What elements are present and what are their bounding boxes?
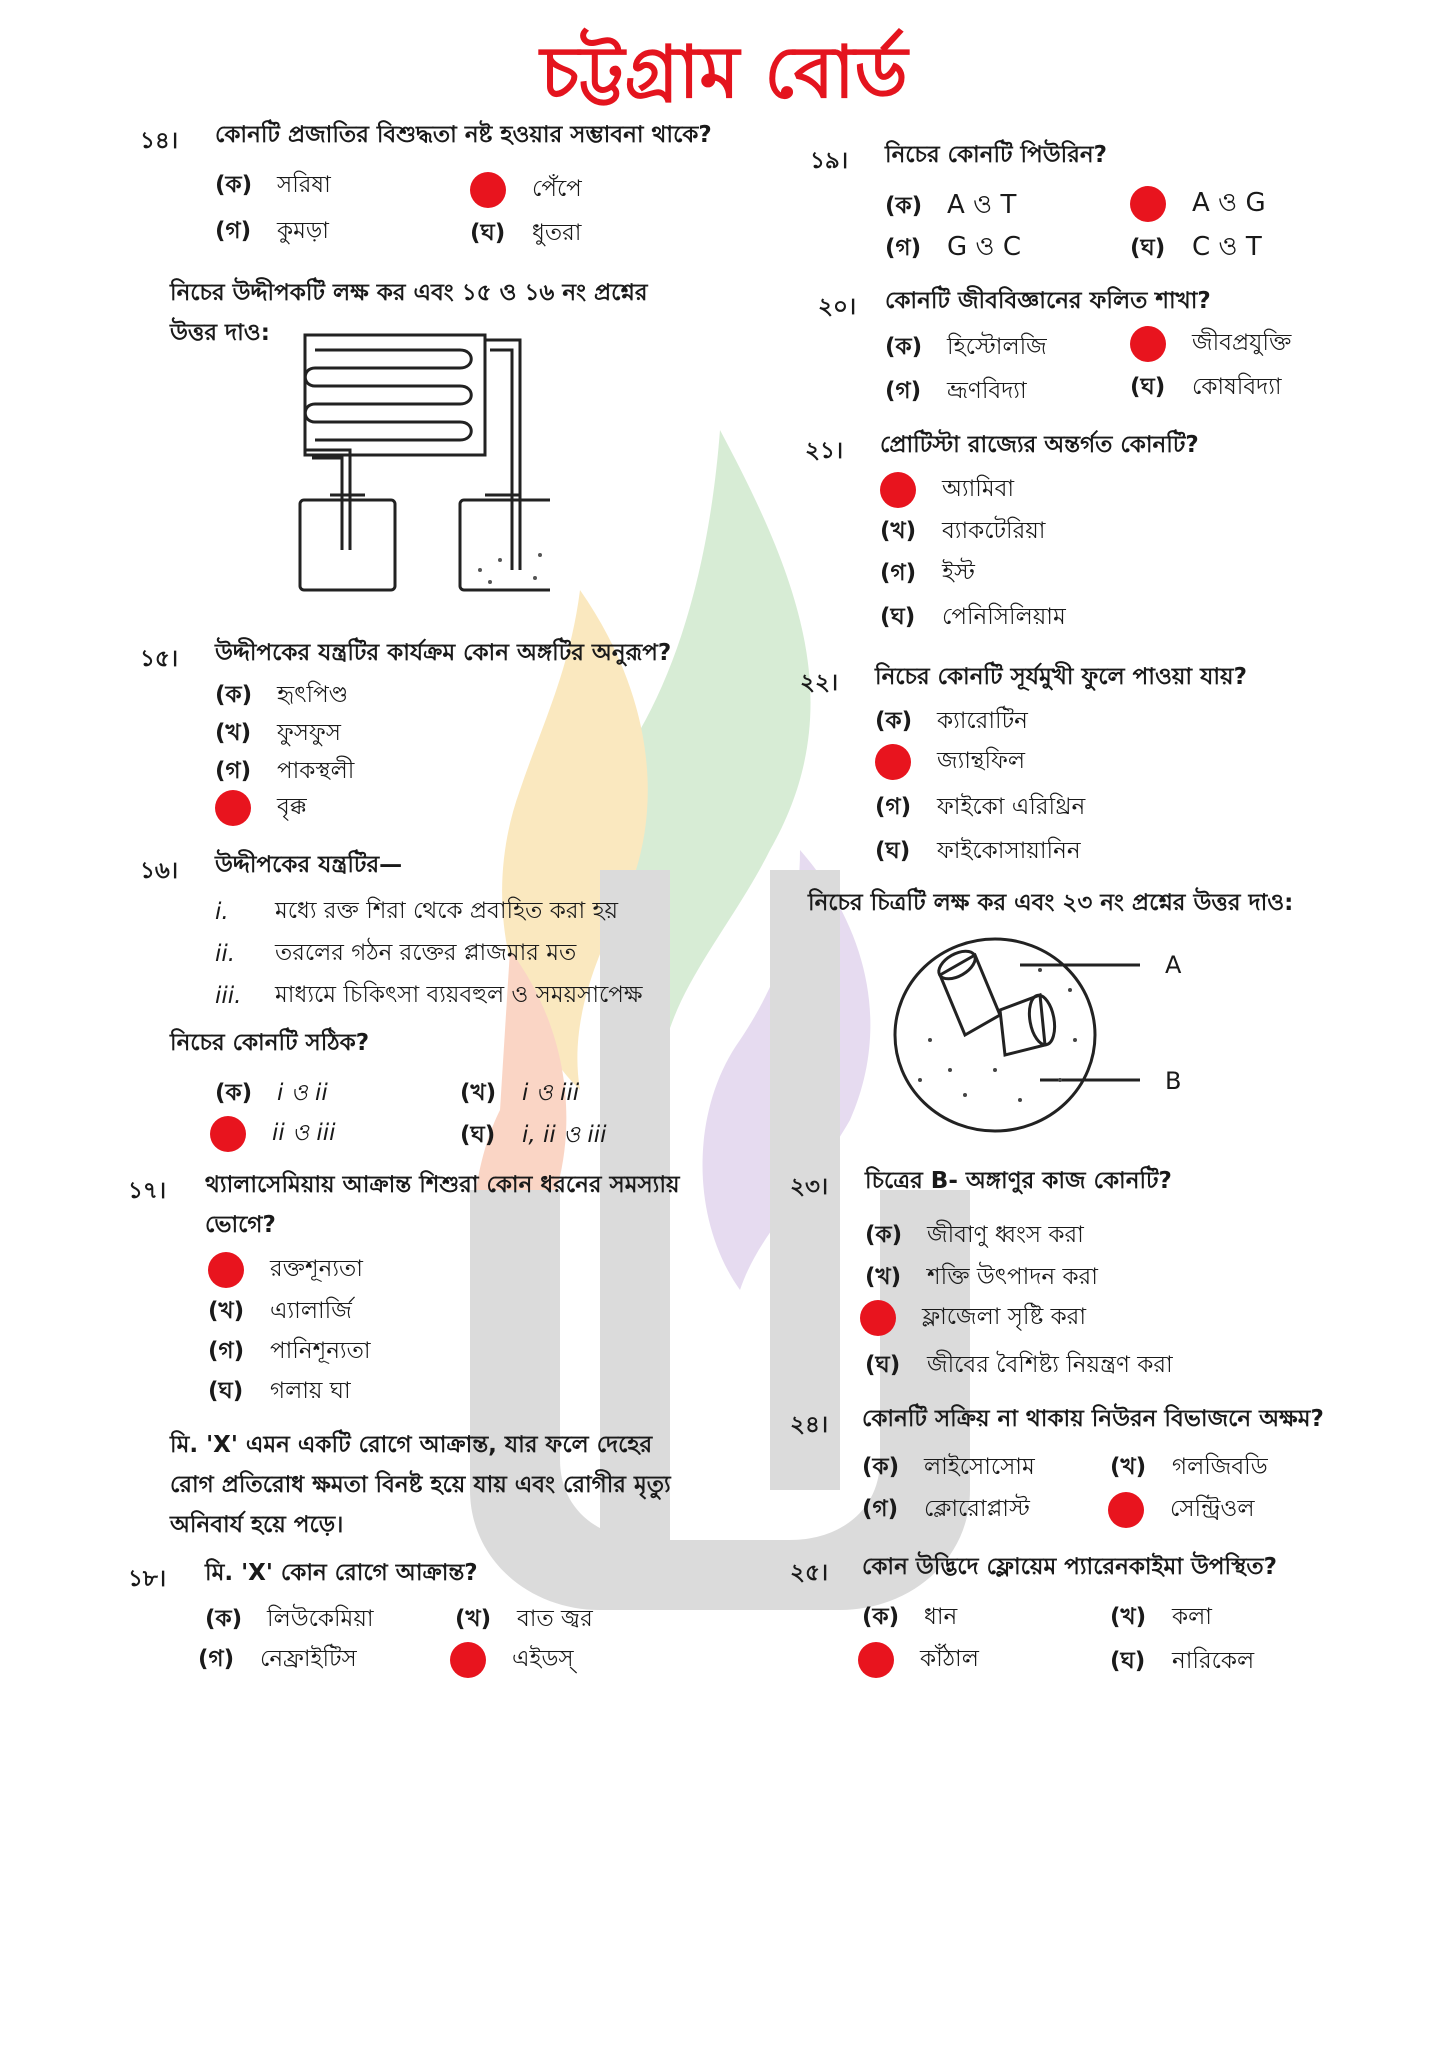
correct-answer-dot — [470, 172, 506, 208]
q24-option-c[interactable]: (গ) ক্লোরোপ্লাস্ট — [862, 1496, 1030, 1522]
q22-option-a[interactable]: (ক) ক্যারোটিন — [875, 708, 1028, 734]
q23-number: ২৩। — [790, 1174, 829, 1200]
q17-option-c[interactable]: (গ) পানিশূন্যতা — [208, 1338, 371, 1364]
q14-number: ১৪। — [140, 128, 179, 154]
q21-number: ২১। — [805, 438, 844, 464]
q17-option-d[interactable]: (ঘ) গলায় ঘা — [208, 1378, 351, 1404]
q19-number: ১৯। — [810, 148, 849, 174]
q23-option-c[interactable]: ফ্লাজেলা সৃষ্টি করা — [860, 1298, 1086, 1337]
diagram-label-a: A — [1165, 951, 1182, 979]
q19-option-a[interactable]: (ক) A ও T — [885, 190, 1017, 220]
q21-option-d[interactable]: (ঘ) পেনিসিলিয়াম — [880, 604, 1066, 630]
q25-option-c[interactable]: কাঁঠাল — [858, 1640, 979, 1679]
q16-option-a[interactable]: (ক) i ও ii — [215, 1080, 328, 1106]
page-title: চট্টগ্রাম বোর্ড — [540, 30, 908, 114]
q14-stem: কোনটি প্রজাতির বিশুদ্ধতা নষ্ট হওয়ার সম্ভাবনা থাকে? — [215, 122, 712, 148]
q24-option-b[interactable]: (খ) গলজিবডি — [1110, 1454, 1268, 1480]
diagram-label-b: B — [1165, 1067, 1182, 1095]
q15-option-a[interactable]: (ক) হৃৎপিণ্ড — [215, 682, 349, 708]
q17-number: ১৭। — [128, 1178, 167, 1204]
q16-option-b[interactable]: (খ) i ও iii — [460, 1080, 580, 1106]
q23-option-b[interactable]: (খ) শক্তি উৎপাদন করা — [865, 1264, 1098, 1290]
q17-option-b[interactable]: (খ) এ্যালার্জি — [208, 1298, 352, 1324]
q25-number: ২৫। — [790, 1560, 829, 1586]
q16-stem: উদ্দীপকের যন্ত্রটির— — [215, 852, 403, 878]
q25-stem: কোন উদ্ভিদে ফ্লোয়েম প্যারেনকাইমা উপস্থিত? — [862, 1554, 1277, 1580]
stimulus-1-line2: উত্তর দাও: — [170, 320, 270, 346]
q15-option-d[interactable]: বৃক্ক — [215, 788, 307, 827]
dialysis-apparatus-diagram — [290, 320, 550, 600]
q21-option-c[interactable]: (গ) ইস্ট — [880, 560, 975, 586]
q22-option-b[interactable]: জ্যান্থফিল — [875, 742, 1025, 781]
stimulus-1-line1: নিচের উদ্দীপকটি লক্ষ কর এবং ১৫ ও ১৬ নং প্রশ্নের — [170, 280, 648, 306]
q14-option-a[interactable]: (ক) সরিষা — [215, 172, 331, 198]
q22-option-c[interactable]: (গ) ফাইকো এরিথ্রিন — [875, 794, 1086, 820]
correct-answer-dot — [860, 1300, 896, 1336]
q20-option-c[interactable]: (গ) ভ্রূণবিদ্যা — [885, 378, 1027, 404]
q18-option-d[interactable]: এইডস্ — [450, 1640, 574, 1679]
correct-answer-dot — [208, 1252, 244, 1288]
correct-answer-dot — [1130, 326, 1166, 362]
q20-option-d[interactable]: (ঘ) কোষবিদ্যা — [1130, 374, 1282, 400]
q15-option-c[interactable]: (গ) পাকস্থলী — [215, 758, 355, 784]
q16-statement-iii: iii. মাধ্যমে চিকিৎসা ব্যয়বহুল ও সময়সাপেক্ষ — [215, 982, 643, 1009]
correct-answer-dot — [215, 790, 251, 826]
q18-option-a[interactable]: (ক) লিউকেমিয়া — [205, 1606, 374, 1632]
q24-option-d[interactable]: সেন্ট্রিওল — [1108, 1490, 1255, 1529]
q18-option-c[interactable]: (গ) নেফ্রাইটিস — [198, 1646, 357, 1672]
stimulus-2-line3: অনিবার্য হয়ে পড়ে। — [170, 1512, 344, 1538]
q19-stem: নিচের কোনটি পিউরিন? — [885, 142, 1107, 168]
q21-stem: প্রোটিস্টা রাজ্যের অন্তর্গত কোনটি? — [880, 432, 1199, 458]
q14-option-c[interactable]: (গ) কুমড়া — [215, 218, 329, 244]
q20-number: ২০। — [818, 294, 857, 320]
stimulus-3-line: নিচের চিত্রটি লক্ষ কর এবং ২৩ নং প্রশ্নের উত্তর দাও: — [808, 890, 1294, 916]
q14-option-d[interactable]: (ঘ) ধুতরা — [470, 220, 582, 246]
q21-option-b[interactable]: (খ) ব্যাকটেরিয়া — [880, 518, 1046, 544]
q24-number: ২৪। — [790, 1412, 829, 1438]
correct-answer-dot — [858, 1642, 894, 1678]
q16-number: ১৬। — [140, 858, 179, 884]
q16-statement-i: i. মধ্যে রক্ত শিরা থেকে প্রবাহিত করা হয় — [215, 898, 619, 925]
q17-option-a[interactable]: রক্তশূন্যতা — [208, 1250, 363, 1289]
q24-stem: কোনটি সক্রিয় না থাকায় নিউরন বিভাজনে অক্ষম? — [862, 1406, 1324, 1432]
q22-option-d[interactable]: (ঘ) ফাইকোসায়ানিন — [875, 838, 1081, 864]
q23-stem: চিত্রের B- অঙ্গাণুর কাজ কোনটি? — [865, 1168, 1172, 1194]
q14-option-b[interactable]: পেঁপে — [470, 170, 582, 209]
q23-option-d[interactable]: (ঘ) জীবের বৈশিষ্ট্য নিয়ন্ত্রণ করা — [865, 1352, 1173, 1378]
correct-answer-dot — [880, 472, 916, 508]
correct-answer-dot — [1108, 1492, 1144, 1528]
q17-stem-line1: থ্যালাসেমিয়ায় আক্রান্ত শিশুরা কোন ধরনের সমস্যায় — [205, 1172, 680, 1198]
q15-number: ১৫। — [140, 646, 179, 672]
q15-stem: উদ্দীপকের যন্ত্রটির কার্যক্রম কোন অঙ্গটির অনুরূপ? — [215, 640, 672, 666]
q25-option-b[interactable]: (খ) কলা — [1110, 1604, 1212, 1630]
q16-which-correct: নিচের কোনটি সঠিক? — [170, 1030, 370, 1056]
q20-stem: কোনটি জীববিজ্ঞানের ফলিত শাখা? — [885, 288, 1211, 314]
q18-number: ১৮। — [128, 1566, 167, 1592]
correct-answer-dot — [210, 1116, 246, 1152]
q21-option-a[interactable]: অ্যামিবা — [880, 470, 1014, 509]
correct-answer-dot — [1130, 186, 1166, 222]
q19-option-c[interactable]: (গ) G ও C — [885, 232, 1021, 262]
q23-option-a[interactable]: (ক) জীবাণু ধ্বংস করা — [865, 1222, 1084, 1248]
stimulus-2-line1: মি. 'X' এমন একটি রোগে আক্রান্ত, যার ফলে দেহের — [170, 1432, 653, 1458]
correct-answer-dot — [450, 1642, 486, 1678]
q24-option-a[interactable]: (ক) লাইসোসোম — [862, 1454, 1035, 1480]
q25-option-a[interactable]: (ক) ধান — [862, 1604, 958, 1630]
cell-organelle-diagram — [890, 930, 1190, 1140]
q18-option-b[interactable]: (খ) বাত জ্বর — [455, 1606, 593, 1632]
correct-answer-dot — [875, 744, 911, 780]
q25-option-d[interactable]: (ঘ) নারিকেল — [1110, 1648, 1255, 1674]
q22-stem: নিচের কোনটি সূর্যমুখী ফুলে পাওয়া যায়? — [875, 664, 1247, 690]
q20-option-a[interactable]: (ক) হিস্টোলজি — [885, 334, 1047, 360]
q19-option-d[interactable]: (ঘ) C ও T — [1130, 232, 1262, 262]
stimulus-2-line2: রোগ প্রতিরোধ ক্ষমতা বিনষ্ট হয়ে যায় এবং রোগীর মৃত্যু — [170, 1472, 671, 1498]
q18-stem: মি. 'X' কোন রোগে আক্রান্ত? — [205, 1560, 478, 1586]
q16-option-c[interactable]: ii ও iii — [210, 1114, 336, 1153]
q19-option-b[interactable]: A ও G — [1130, 182, 1266, 226]
q20-option-b[interactable]: জীবপ্রযুক্তি — [1130, 324, 1291, 363]
q16-option-d[interactable]: (ঘ) i, ii ও iii — [460, 1122, 607, 1148]
q16-statement-ii: ii. তরলের গঠন রক্তের প্লাজমার মত — [215, 940, 577, 967]
q22-number: ২২। — [800, 670, 839, 696]
q15-option-b[interactable]: (খ) ফুসফুস — [215, 720, 342, 746]
q17-stem-line2: ভোগে? — [205, 1212, 276, 1238]
